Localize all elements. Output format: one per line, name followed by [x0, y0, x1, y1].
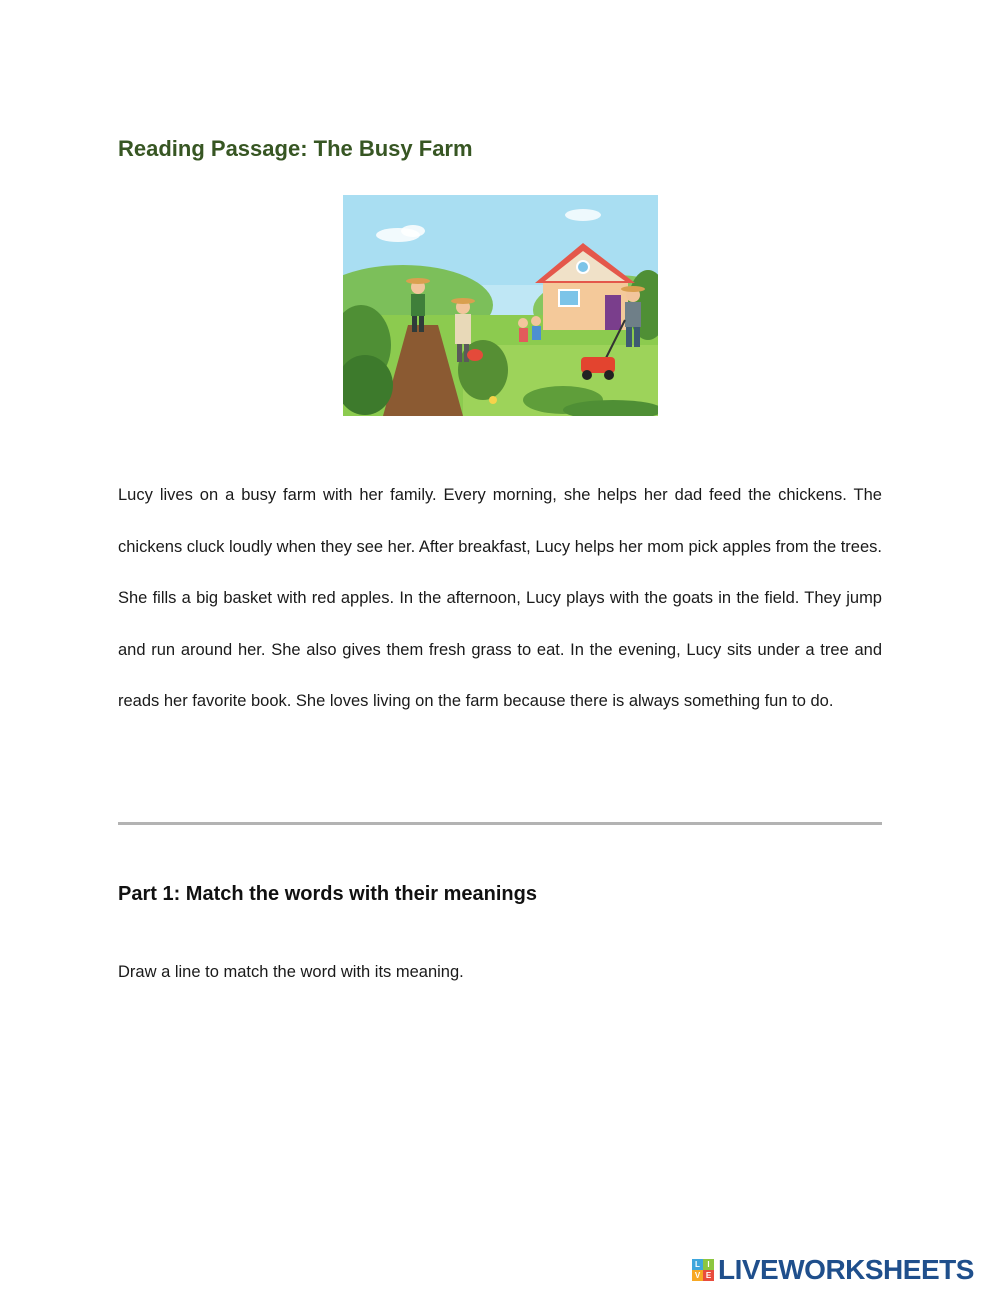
logo-letter: E: [703, 1270, 714, 1281]
reading-passage: Lucy lives on a busy farm with her family. Every morning, she helps her dad feed the chickens. The chickens cluck loudly when they see her. After breakfast, Lucy helps her mom pick apples from the trees. She fills a big basket with red apples. In the afternoon, Lucy plays with the goats in the field. They jump and run around her. She also gives them fresh grass to eat. In the evening, Lucy sits under a tree and reads her favorite book. She loves living on the farm because there is always something fun to do.: [118, 486, 882, 711]
liveworksheets-logo-mark: [692, 1259, 714, 1281]
liveworksheets-wordmark: LIVEWORKSHEETS: [718, 1254, 974, 1285]
section-divider: [118, 822, 882, 825]
logo-letter: V: [692, 1270, 703, 1281]
farm-illustration: [343, 195, 658, 416]
logo-letter: I: [703, 1259, 714, 1270]
liveworksheets-logo: [692, 1254, 974, 1286]
logo-letter: L: [692, 1259, 703, 1270]
page-title: Reading Passage: The Busy Farm: [118, 136, 473, 161]
part1-instruction: Draw a line to match the word with its meaning.: [118, 963, 464, 981]
part1-heading: Part 1: Match the words with their meanings: [118, 883, 537, 905]
